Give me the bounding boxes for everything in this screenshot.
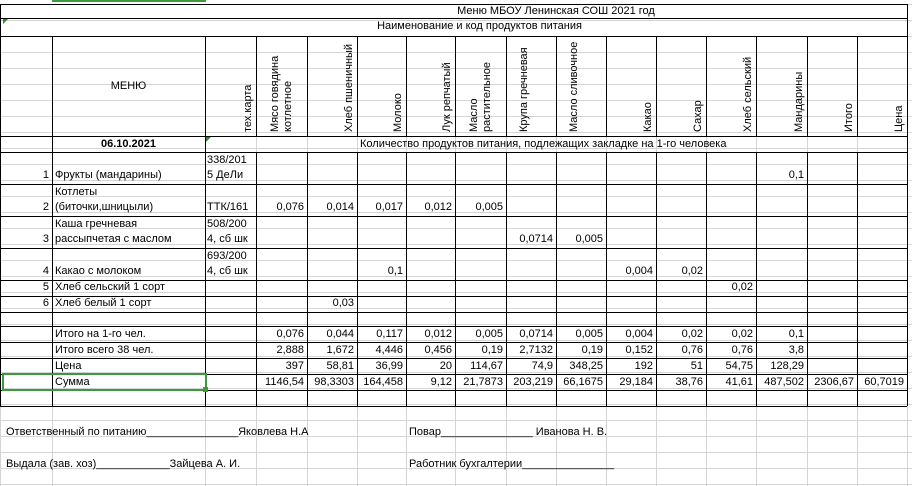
product-quantity-cell: 0,02 <box>681 265 703 277</box>
signature-accountant: Работник бухгалтерии_______________ <box>409 458 614 470</box>
column-header-product: Сахар <box>692 100 704 132</box>
product-quantity-cell: 0,004 <box>625 265 653 277</box>
summary-value-cell: 0,076 <box>276 328 304 340</box>
table-border <box>0 18 907 19</box>
row-number: 1 <box>42 169 49 181</box>
summary-value-cell: 0,1 <box>788 328 804 340</box>
summary-value-cell: 0,19 <box>481 344 503 356</box>
column-header-product: Молоко <box>392 93 404 132</box>
table-border <box>0 36 907 37</box>
summary-value-cell: 98,3303 <box>314 376 354 388</box>
column-header-product: Хлеб сельский <box>742 56 754 132</box>
summary-value-cell: 0,76 <box>681 344 703 356</box>
grid-line <box>0 164 912 165</box>
summary-value-cell: 74,9 <box>531 360 553 372</box>
summary-value-cell: 1,672 <box>326 344 354 356</box>
row-number: 2 <box>42 201 49 213</box>
tech-card: 5 ДеЛи <box>207 169 244 181</box>
tech-card-line1: 508/200 <box>207 218 247 230</box>
summary-value-cell: 0,005 <box>475 328 503 340</box>
grid-line <box>0 452 912 453</box>
signature-issued: Выдала (зав. хоз)____________Зайцева А. И. <box>6 458 241 470</box>
summary-value-cell: 3,8 <box>788 344 804 356</box>
summary-value-cell: 58,81 <box>326 360 354 372</box>
grid-line <box>0 420 912 421</box>
dish-name: Фрукты (мандарины) <box>55 169 162 181</box>
summary-label: Итого на 1-го чел. <box>55 328 146 340</box>
row-number: 4 <box>42 265 49 277</box>
table-border <box>556 36 557 136</box>
grid-line <box>0 116 912 117</box>
table-border <box>205 152 206 406</box>
table-border <box>706 36 707 136</box>
summary-value-cell: 114,67 <box>470 360 503 372</box>
table-border <box>506 36 507 136</box>
summary-value-cell: 164,458 <box>363 376 403 388</box>
summary-value-cell: 2,7132 <box>519 344 553 356</box>
table-border <box>0 358 907 359</box>
row-number: 5 <box>42 281 49 293</box>
summary-value-cell: 21,7873 <box>463 376 503 388</box>
tech-card: 4, сб шк <box>207 233 248 245</box>
summary-value-cell: 0,02 <box>731 328 753 340</box>
tech-card: 4, сб шк <box>207 265 248 277</box>
summary-label: Цена <box>55 360 82 372</box>
column-header-product: Хлеб пшеничный <box>343 43 355 132</box>
table-border <box>807 36 808 136</box>
table-border <box>0 216 907 217</box>
table-border <box>0 136 907 137</box>
table-border <box>756 36 757 136</box>
table-border <box>307 36 308 136</box>
table-border <box>0 342 907 343</box>
summary-price-cell: 60,7019 <box>864 376 904 388</box>
grid-line <box>0 132 912 133</box>
summary-value-cell: 0,19 <box>581 344 603 356</box>
summary-value-cell: 192 <box>634 360 653 372</box>
table-border <box>0 152 907 153</box>
table-border <box>256 36 257 136</box>
quantity-note: Количество продуктов питания, подлежащих закладке на 1-го человека <box>360 138 727 150</box>
product-quantity-cell: 0,1 <box>788 169 804 181</box>
dish-name: Какао с молоком <box>55 265 142 277</box>
summary-value-cell: 1146,54 <box>265 376 304 388</box>
summary-value-cell: 38,76 <box>675 376 703 388</box>
summary-value-cell: 0,117 <box>376 328 403 340</box>
table-border <box>52 152 53 406</box>
product-quantity-cell: 0,0714 <box>519 233 553 245</box>
grid-line <box>0 324 912 325</box>
summary-value-cell: 487,502 <box>764 376 804 388</box>
summary-value-cell: 0,02 <box>681 328 703 340</box>
table-border <box>606 36 607 136</box>
dish-name: (биточки,шницыли) <box>55 201 154 213</box>
table-border <box>357 36 358 136</box>
product-quantity-cell: 0,017 <box>375 201 403 213</box>
column-header-product: Какао <box>642 102 654 132</box>
summary-value-cell: 41,61 <box>725 376 753 388</box>
section-title: Наименование и код продуктов питания <box>377 20 582 32</box>
product-quantity-cell: 0,005 <box>475 201 503 213</box>
summary-value-cell: 0,152 <box>625 344 653 356</box>
product-quantity-cell: 0,014 <box>326 201 354 213</box>
comment-marker <box>3 19 8 24</box>
summary-value-cell: 348,25 <box>569 360 603 372</box>
date-cell: 06.10.2021 <box>100 138 157 150</box>
table-border <box>807 152 808 406</box>
summary-value-cell: 203,219 <box>513 376 553 388</box>
summary-value-cell: 66,1675 <box>563 376 603 388</box>
column-header-product: Крупа гречневая <box>518 47 530 132</box>
active-column-marker <box>52 0 206 2</box>
tech-card: ТТК/161 <box>207 201 249 213</box>
column-header-product: Мясо говядина котлетное <box>268 55 294 132</box>
signature-cook: Повар_______________ Иванова Н. В. <box>409 426 608 438</box>
dish-name: Хлеб сельский 1 сорт <box>55 281 165 293</box>
table-border <box>857 152 858 406</box>
grid-line <box>0 196 912 197</box>
product-quantity-cell: 0,012 <box>424 201 452 213</box>
dish-name-line1: Котлеты <box>55 186 98 198</box>
summary-value-cell: 20 <box>439 360 452 372</box>
product-quantity-cell: 0,1 <box>387 265 403 277</box>
summary-label: Сумма <box>55 376 90 388</box>
column-header-product: Мандарины <box>793 71 805 132</box>
comment-marker <box>206 137 211 142</box>
table-border <box>656 36 657 136</box>
summary-value-cell: 36,99 <box>375 360 403 372</box>
table-border <box>455 36 456 136</box>
column-header-product: Масло растительное <box>467 61 493 132</box>
summary-value-cell: 54,75 <box>725 360 753 372</box>
signature-responsible: Ответственный по питанию_______________Яковлева Н.А <box>6 426 309 438</box>
summary-value-cell: 0,0714 <box>519 328 553 340</box>
row-number: 6 <box>42 297 49 309</box>
summary-value-cell: 0,012 <box>424 328 452 340</box>
fill-handle[interactable] <box>203 387 208 392</box>
dish-name: Хлеб белый 1 сорт <box>55 297 152 309</box>
column-header-price: Цена <box>893 105 905 132</box>
table-border <box>0 248 907 249</box>
summary-value-cell: 9,12 <box>430 376 452 388</box>
grid-line <box>0 404 912 405</box>
table-border <box>0 406 907 407</box>
grid-line <box>0 52 912 53</box>
active-cell-selection[interactable] <box>2 373 207 391</box>
row-number: 3 <box>42 233 49 245</box>
table-border <box>907 4 908 406</box>
product-quantity-cell: 0,03 <box>332 297 354 309</box>
table-border <box>0 326 907 327</box>
tech-card-line1: 693/200 <box>207 250 247 262</box>
dish-name-line1: Каша гречневая <box>55 218 138 230</box>
column-header-total: Итого <box>843 103 855 132</box>
grid-line <box>0 484 912 485</box>
summary-value-cell: 2,888 <box>276 344 304 356</box>
table-border <box>205 36 206 136</box>
summary-value-cell: 29,184 <box>619 376 653 388</box>
summary-value-cell: 0,76 <box>731 344 753 356</box>
summary-total-cell: 2306,67 <box>814 376 854 388</box>
column-header-product: Масло сливочное <box>568 41 580 132</box>
summary-value-cell: 4,446 <box>375 344 403 356</box>
table-border <box>0 312 907 313</box>
grid-line <box>0 260 912 261</box>
column-header-product: Лук репчатый <box>441 62 453 132</box>
summary-value-cell: 0,044 <box>326 328 354 340</box>
table-border <box>857 36 858 136</box>
summary-value-cell: 128,29 <box>770 360 804 372</box>
product-quantity-cell: 0,02 <box>731 281 753 293</box>
dish-name: рассыпчетая с маслом <box>55 233 172 245</box>
summary-value-cell: 0,456 <box>424 344 452 356</box>
summary-value-cell: 0,005 <box>575 328 603 340</box>
grid-line <box>0 68 912 69</box>
sheet-title: Меню МБОУ Ленинская СОШ 2021 год <box>457 5 655 17</box>
product-quantity-cell: 0,005 <box>575 233 603 245</box>
summary-value-cell: 397 <box>285 360 304 372</box>
table-border <box>0 184 907 185</box>
summary-label: Итого всего 38 чел. <box>55 344 154 356</box>
menu-header: МЕНЮ <box>110 80 147 92</box>
summary-value-cell: 51 <box>690 360 703 372</box>
product-quantity-cell: 0,076 <box>276 201 304 213</box>
column-header-tech-card: тех.карта <box>242 84 254 132</box>
table-border <box>406 36 407 136</box>
grid-line <box>0 100 912 101</box>
summary-value-cell: 0,004 <box>625 328 653 340</box>
tech-card-line1: 338/201 <box>207 154 247 166</box>
